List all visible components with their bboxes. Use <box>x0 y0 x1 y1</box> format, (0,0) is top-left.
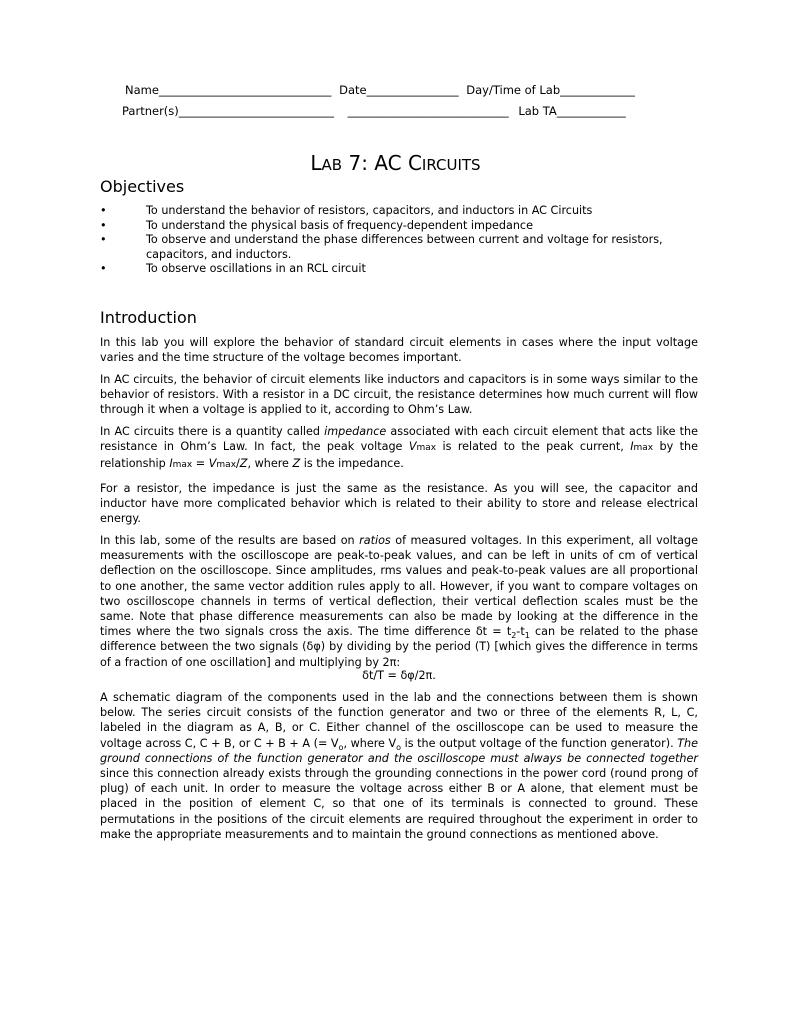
bullet-icon: • <box>100 262 107 276</box>
header-row-1 <box>125 83 635 97</box>
bullet-icon: • <box>100 204 107 217</box>
introduction-heading: Introduction <box>100 308 197 327</box>
date-field: Date________________ <box>339 83 459 97</box>
phase-equation: δt/T = δφ/2π. <box>362 669 436 682</box>
list-item: • To observe and understand the phase differences between current and voltage for resistors, capacitors, and inductors. <box>100 233 663 261</box>
intro-paragraph-2: In AC circuits, the behavior of circuit elements like inductors and capacitors is in some ways similar to the behavior of resistors. With a resistor in a DC circuit, the resistance determines how much current will flow through it when a voltage is applied to it, according to Ohm’s Law. <box>100 373 698 417</box>
header-row-2 <box>122 104 626 118</box>
list-item: • To observe oscillations in an RCL circuit <box>100 262 366 276</box>
objectives-heading: Objectives <box>100 177 185 196</box>
list-item: • To understand the behavior of resistors, capacitors, and inductors in AC Circuits <box>100 204 593 217</box>
bullet-icon: • <box>100 233 107 247</box>
objectives-list <box>100 204 700 277</box>
list-item: • To understand the physical basis of frequency-dependent impedance <box>100 218 533 232</box>
partner-blank-field: ____________________________ <box>347 104 509 118</box>
lab-ta-field: Lab TA____________ <box>518 104 626 118</box>
page-title: LAB 7: AC CIRCUITS <box>310 151 481 175</box>
partners-field: Partner(s)___________________________ <box>122 104 335 118</box>
daytime-field: Day/Time of Lab_____________ <box>466 83 635 97</box>
name-field: Name______________________________ <box>125 83 332 97</box>
intro-paragraph-1: In this lab you will explore the behavior of standard circuit elements in cases where the input voltage varies and the time structure of the voltage becomes important. <box>100 336 698 365</box>
intro-paragraph-6: A schematic diagram of the components used in the lab and the connections between them is shown below. The series circuit consists of the function generator and two or three of the elements R, L, C, labeled in the diagram as A, B, or C. Either channel of the oscilloscope can be used to measure the voltage across C, C + B, or C + B + A (= $V_o$, where $V_o$ is the output voltage of the function generator). The ground connections of the function generator and the oscilloscope must always be connected together since this connection already exists through the grounding connections in the power cord (round prong of plug) of each unit. In order to measure the voltage across either B or A alone, that element must be placed in the position of element C, so that one of its terminals is connected to ground. These permutations in the positions of the circuit elements are required throughout the experiment in order to make the appropriate measurements and to maintain the ground connections as mentioned above. <box>100 691 699 841</box>
intro-paragraph-4: For a resistor, the impedance is just the same as the resistance. As you will see, the capacitor and inductor have more complicated behavior which is related to their ability to store and release electrical energy. <box>100 482 698 526</box>
intro-paragraph-5: In this lab, some of the results are based on ratios of measured voltages. In this experiment, all voltage measurements with the oscilloscope are peak-to-peak values, and can be left in units of cm of vertical deflection on the oscilloscope. Since amplitudes, rms values and peak-to-peak values are all proportional to one another, the same vector addition rules apply to all. However, if you want to compare voltages on two oscilloscope channels in terms of vertical deflection, their vertical deflection scales must be the same. Note that phase difference measurements can also be made by looking at the difference in the times where the two signals cross the axis. The time difference $\delta t = t_2-t_1$ can be related to the phase difference between the two signals (δφ) by dividing by the period (T) [which gives the difference in terms of a fraction of one oscillation] and multiplying by 2π: <box>100 534 698 669</box>
intro-paragraph-3: In AC circuits there is a quantity called impedance associated with each circuit element that acts like the resistance in Ohm’s Law. In fact, the peak voltage Vmax is related to the peak current, Imax by the relationship Imax = Vmax/Z, where Z is the impedance. <box>100 425 698 471</box>
bullet-icon: • <box>100 218 107 232</box>
